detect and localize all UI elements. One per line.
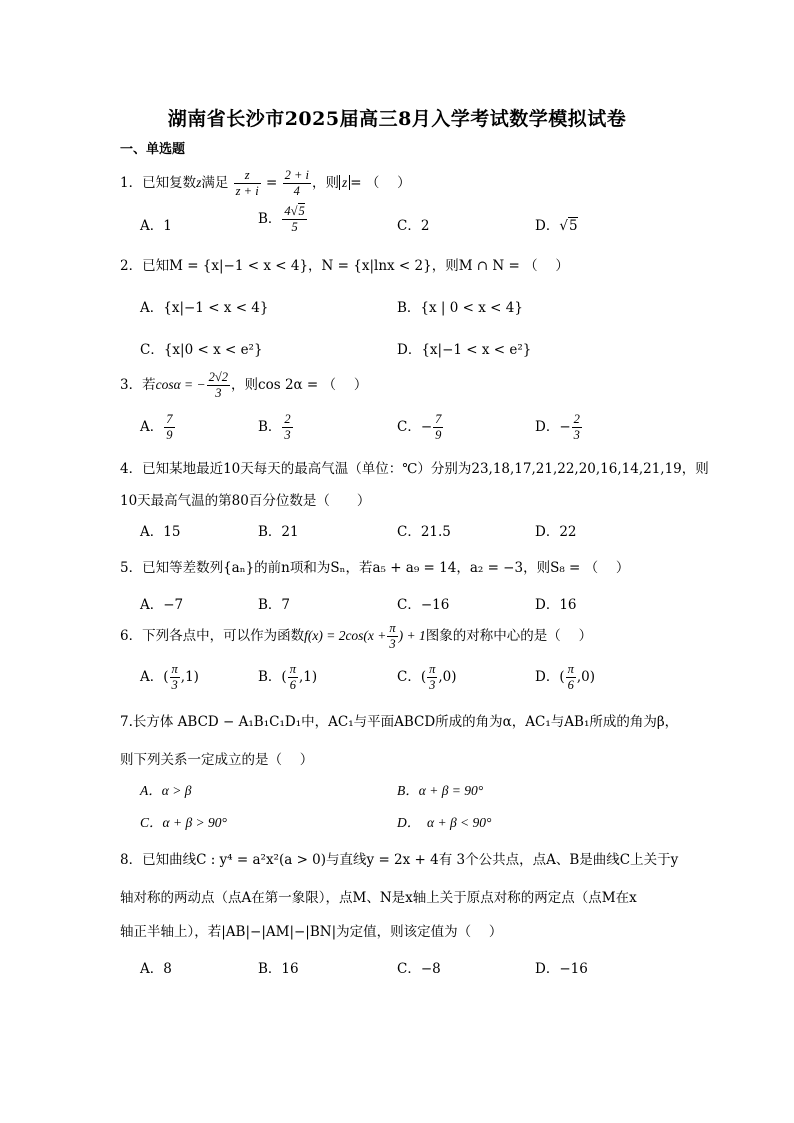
option-c: C．{x|0 < x < e²} [140, 342, 263, 358]
option-b: B．7 [258, 597, 291, 613]
fraction: $\frac{2 + i}{4}$ [284, 168, 310, 198]
option-d: D．( $\frac{\pi}{6}$ ,0) [535, 662, 596, 692]
option-c: C．−16 [397, 597, 450, 613]
option-c: C．α + β > 90° [140, 815, 227, 830]
option-a: A．1 [140, 218, 172, 234]
option-a: A．( $\frac{\pi}{3}$ ,1) [140, 662, 199, 692]
option-c: C．( $\frac{\pi}{3}$ ,0) [397, 662, 457, 692]
option-b: B．α + β = 90° [397, 783, 484, 798]
option-d: D． α + β < 90° [397, 815, 492, 830]
question-8-line-2: 轴对称的两动点（点A在第一象限），点M、N是x轴上关于原点对称的两定点（点M在x [120, 890, 637, 906]
question-2: 2．已知M = {x|−1 < x < 4}，N = {x|lnx < 2}，则M ∩ N = （ ） [120, 258, 569, 274]
option-b: B．{x | 0 < x < 4} [397, 300, 523, 316]
option-b: B．16 [258, 961, 299, 977]
option-a: A．15 [140, 524, 181, 540]
question-6: 6．下列各点中，可以作为函数f(x) = 2cos(x + $\frac{\pi}{3}$ ) + 1图象的对称中心的是（ ） [120, 621, 593, 651]
option-d: D．{x|−1 < x < e²} [397, 342, 532, 358]
section-heading: 一、单选题 [120, 142, 186, 157]
option-a: A．{x|−1 < x < 4} [140, 300, 269, 316]
option-a: A．−7 [140, 597, 184, 613]
option-a: A．8 [140, 961, 172, 977]
option-d: D．−16 [535, 961, 588, 977]
option-b: B．( $\frac{\pi}{6}$ ,1) [258, 662, 318, 692]
option-b: B．21 [258, 524, 299, 540]
question-8-line-3: 轴正半轴上），若|AB|−|AM|−|BN|为定值，则该定值为（ ） [120, 924, 503, 940]
option-c: C．21.5 [397, 524, 451, 540]
option-c: C．−8 [397, 961, 441, 977]
page-title: 湖南省长沙市2025届高三8月入学考试数学模拟试卷 [167, 108, 627, 130]
option-a: A． $\frac{7}{9}$ [140, 412, 173, 442]
question-5: 5．已知等差数列{aₙ}的前n项和为Sₙ，若a₅ + a₉ = 14，a₂ = −3，则S₈ = （ ） [120, 560, 630, 576]
question-4-line-2: 10天最高气温的第80百分位数是（ ） [120, 493, 371, 509]
option-c: C．− $\frac{7}{9}$ [397, 412, 442, 442]
option-c: C．2 [397, 218, 430, 234]
question-3: 3．若cosα = − $\frac{2√2}{3}$ ，则cos 2α = （ ） [120, 370, 368, 400]
option-a: A．α > β [140, 783, 192, 798]
fraction: $\frac{z}{z + i}$ [235, 168, 259, 198]
option-d: D．√5 [535, 218, 578, 234]
option-b: B． $\frac{2}{3}$ [258, 412, 291, 442]
option-b: B． $\frac{4√5}{5}$ [258, 204, 305, 234]
question-1: 1．已知复数z满足 $\frac{z}{z + i}$ = $\frac{2 + i}{4}$ ，则 z = （ ） [120, 168, 411, 198]
option-d: D．22 [535, 524, 577, 540]
question-8-line-1: 8．已知曲线C : y⁴ = a²x²(a > 0)与直线y = 2x + 4有 3个公共点，点A、B是曲线C上关于y [120, 852, 679, 868]
abs-value: z [339, 175, 350, 190]
option-d: D．− $\frac{2}{3}$ [535, 412, 580, 442]
question-4-line-1: 4．已知某地最近10天每天的最高气温（单位：℃）分别为23,18,17,21,22,20,16,14,21,19，则 [120, 461, 709, 477]
question-7-line-1: 7.长方体 ABCD − A₁B₁C₁D₁中，AC₁与平面ABCD所成的角为α，AC₁与AB₁所成的角为β， [120, 714, 679, 730]
question-7-line-2: 则下列关系一定成立的是（ ） [120, 752, 314, 768]
option-d: D．16 [535, 597, 577, 613]
